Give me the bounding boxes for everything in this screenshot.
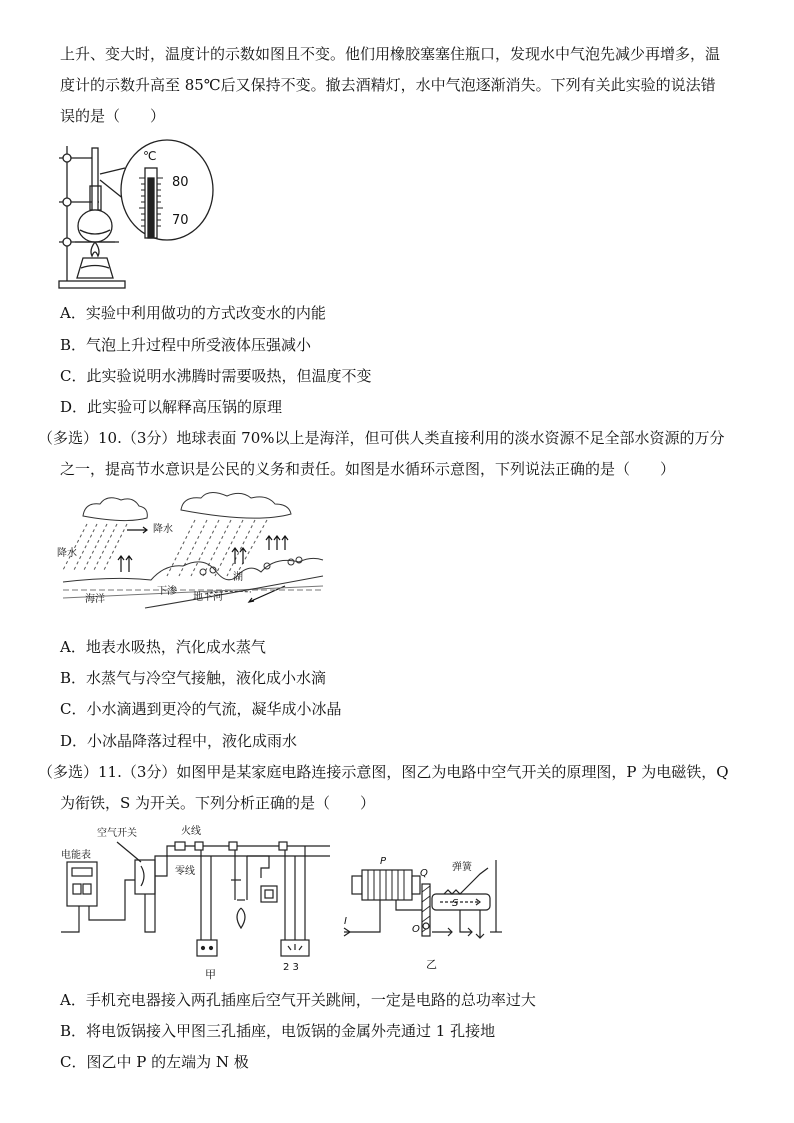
q11-label-S: S — [452, 898, 459, 909]
q9-option-b: B．气泡上升过程中所受液体压强减小 — [60, 336, 312, 354]
q11-air-switch-principle-figure — [340, 846, 510, 971]
q9-boiling-apparatus-figure — [55, 138, 225, 290]
q11-label-live-wire: 火线 — [181, 826, 201, 837]
q11-label-spring: 弹簧 — [452, 862, 472, 873]
q10-label-lake: 湖 — [233, 572, 243, 583]
q10-option-b: B．水蒸气与冷空气接触，液化成小水滴 — [60, 669, 327, 687]
q10-water-cycle-figure — [55, 490, 325, 615]
q11-socket-hole-labels: 2 3 — [283, 962, 299, 973]
q10-label-ocean: 海洋 — [85, 594, 105, 605]
q10-label-underground-river: 地下河 — [193, 592, 223, 603]
q9-stem-line-1: 上升、变大时，温度计的示数如图且不变。他们用橡胶塞塞住瓶口，发现水中气泡先减少再增多，温 — [60, 45, 721, 63]
q9-thermo-tick-80: 80 — [172, 175, 189, 190]
q11-label-Q: Q — [420, 868, 428, 879]
q9-stem-line-2: 度计的示数升高至 85℃后又保持不变。撤去酒精灯，水中气泡逐渐消失。下列有关此实验的说法错 — [60, 76, 716, 94]
q10-stem-line-2: 之一，提高节水意识是公民的义务和责任。如图是水循环示意图，下列说法正确的是（ ） — [60, 460, 676, 478]
q11-household-circuit-figure — [55, 820, 330, 982]
q9-stem-line-3: 误的是（ ） — [60, 107, 166, 125]
q11-label-air-breaker: 空气开关 — [97, 828, 137, 839]
q11-label-meter: 电能表 — [61, 850, 91, 861]
q10-label-precip-top: 降水 — [153, 524, 173, 535]
q11-label-neutral-wire: 零线 — [175, 866, 195, 877]
q11-stem-line-2: 为衔铁，S 为开关。下列分析正确的是（ ） — [60, 794, 376, 812]
q10-stem-line-1: （多选）10.（3分）地球表面 70%以上是海洋，但可供人类直接利用的淡水资源不足全部水资源的万分 — [38, 429, 725, 447]
q11-caption-yi: 乙 — [426, 958, 437, 971]
q9-thermo-unit: ℃ — [143, 149, 157, 163]
q11-caption-jia: 甲 — [205, 968, 216, 981]
q11-option-a: A．手机充电器接入两孔插座后空气开关跳闸，一定是电路的总功率过大 — [60, 991, 536, 1009]
q10-option-a: A．地表水吸热，汽化成水蒸气 — [60, 638, 266, 656]
q10-option-c: C．小水滴遇到更冷的气流，凝华成小冰晶 — [60, 700, 342, 718]
q9-option-a: A．实验中利用做功的方式改变水的内能 — [60, 304, 326, 322]
q11-option-b: B．将电饭锅接入甲图三孔插座，电饭锅的金属外壳通过 1 孔接地 — [60, 1022, 496, 1040]
q10-label-precip-left: 降水 — [57, 548, 77, 559]
q9-thermo-tick-70: 70 — [172, 213, 189, 228]
q9-option-d: D．此实验可以解释高压锅的原理 — [60, 398, 283, 416]
q10-label-seep: 下渗 — [157, 586, 177, 597]
q11-option-c: C．图乙中 P 的左端为 N 极 — [60, 1053, 249, 1071]
q11-label-P: P — [380, 856, 387, 867]
q11-stem-line-1: （多选）11.（3分）如图甲是某家庭电路连接示意图，图乙为电路中空气开关的原理图，P 为电磁铁，Q — [38, 763, 729, 781]
q9-option-c: C．此实验说明水沸腾时需要吸热，但温度不变 — [60, 367, 372, 385]
q11-label-I: I — [344, 916, 347, 927]
q10-option-d: D．小冰晶降落过程中，液化成雨水 — [60, 732, 298, 750]
q11-label-O: O — [412, 924, 420, 935]
